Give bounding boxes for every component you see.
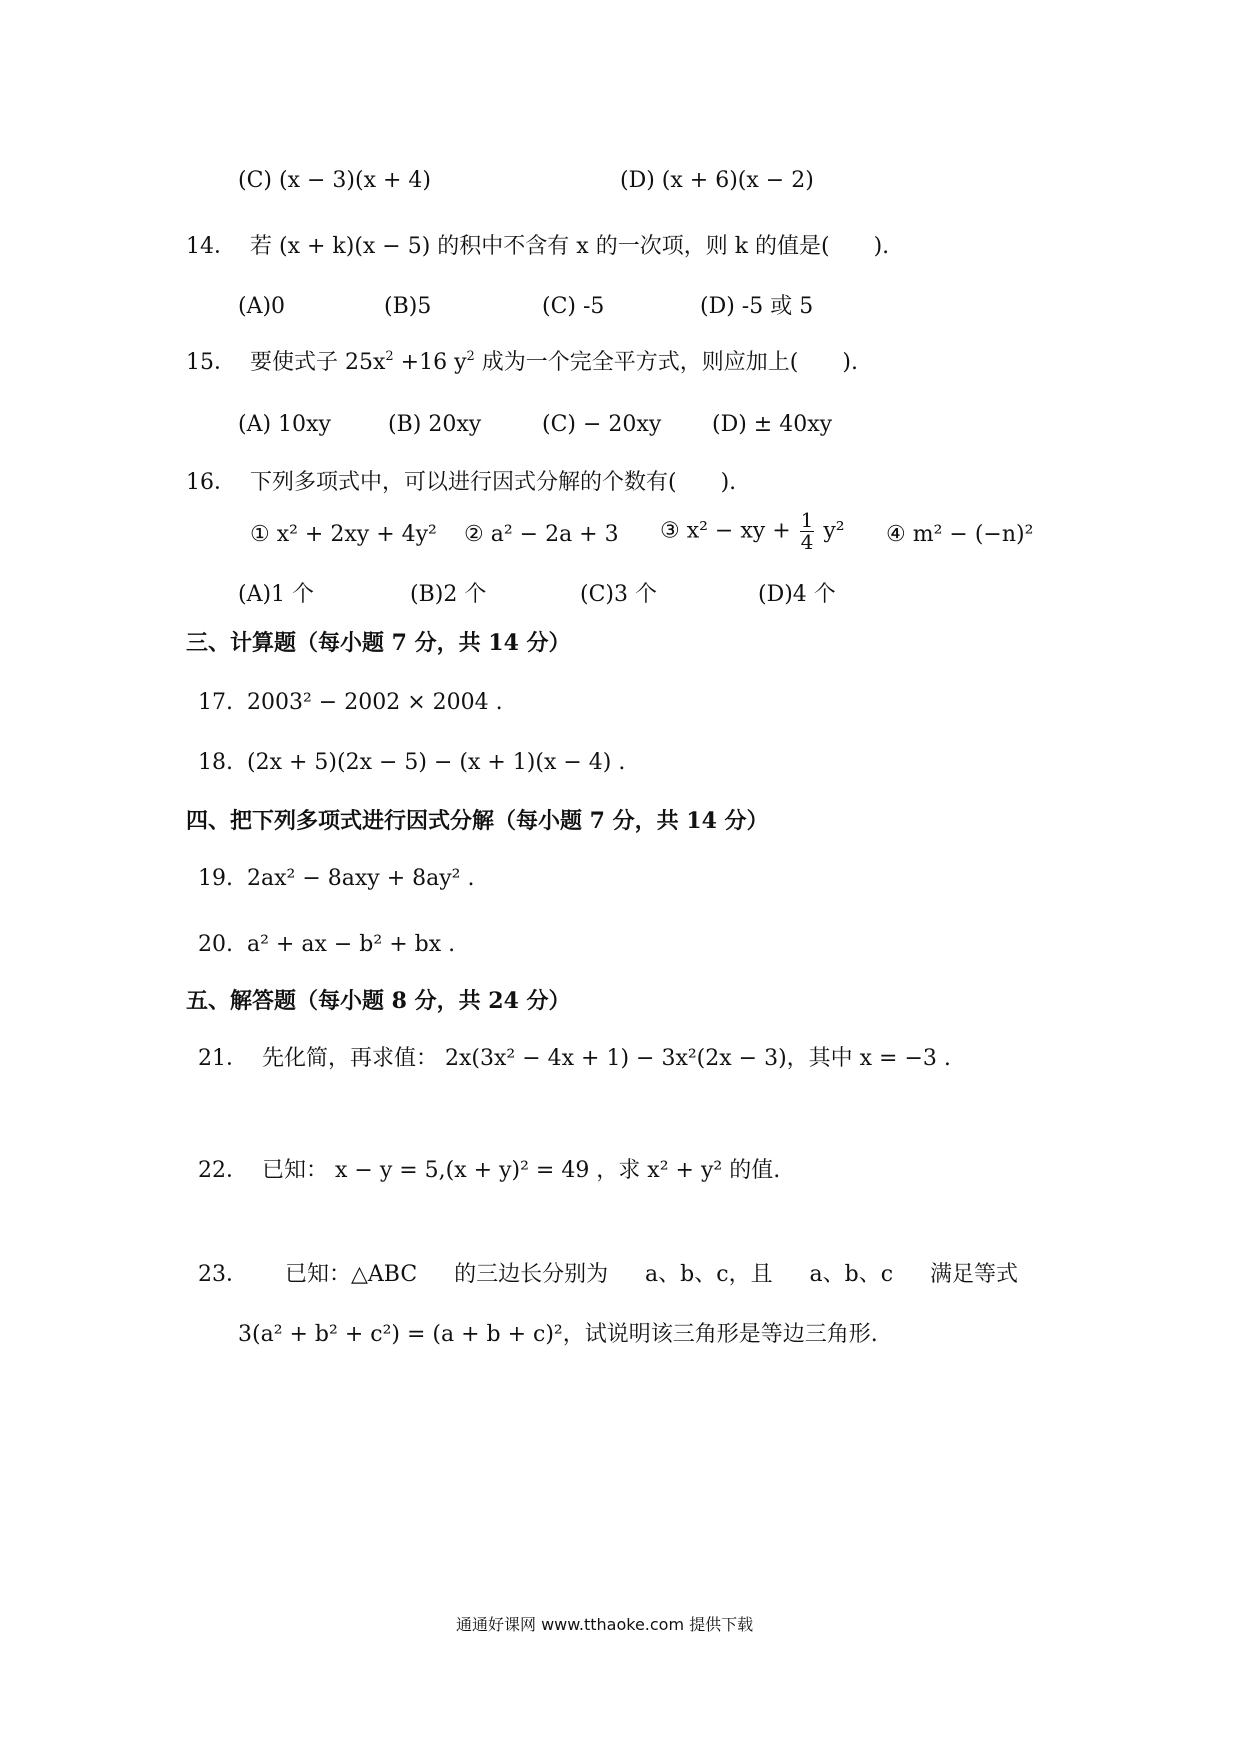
question-text: 若 (x + k)(x − 5) 的积中不含有 x 的一次项，则 k 的值是( ).: [250, 234, 890, 259]
question-20: [198, 934, 455, 956]
q15-option-c: (C) − 20xy: [542, 412, 662, 437]
section-3-heading: 三、计算题（每小题 7 分，共 14 分）: [186, 630, 571, 656]
question-text: 2003² − 2002 × 2004 .: [247, 690, 503, 715]
question-number: 21．: [198, 1046, 248, 1071]
question-18: [198, 752, 625, 774]
q16-option-c: (C)3 个: [580, 582, 657, 607]
q15-option-a: (A) 10xy: [238, 412, 331, 437]
question-number: 16．: [186, 470, 236, 495]
question-text-part: 要使式子 25x: [250, 350, 386, 375]
question-text-part: 成为一个完全平方式，则应加上( ).: [474, 350, 858, 375]
question-23-line-1: [198, 1264, 1018, 1286]
q16-option-a: (A)1 个: [238, 582, 315, 607]
question-text: 下列多项式中，可以进行因式分解的个数有( ).: [250, 470, 737, 495]
line-word: 已知：△ABC: [284, 1262, 418, 1287]
q16-expression-1: ① x² + 2xy + 4y²: [250, 522, 437, 547]
q14-option-b: (B)5: [384, 294, 432, 319]
question-14: [186, 236, 889, 258]
question-16: [186, 472, 736, 494]
expression-part: ③ x² − xy +: [660, 518, 791, 544]
question-number: 22．: [198, 1158, 248, 1183]
fraction-denominator: 4: [800, 530, 814, 554]
q14-option-a: (A)0: [238, 294, 286, 319]
question-number: 19.: [198, 866, 233, 891]
justified-line: [198, 1264, 1018, 1286]
question-text: 已知： x − y = 5,(x + y)² = 49 ，求 x² + y² 的值.: [262, 1158, 781, 1183]
question-21: [198, 1048, 951, 1070]
exponent: 2: [466, 349, 475, 364]
q16-option-b: (B)2 个: [410, 582, 487, 607]
q16-option-d: (D)4 个: [758, 582, 836, 607]
q13-option-d: (D) (x + 6)(x − 2): [620, 168, 814, 193]
question-19: [198, 868, 474, 890]
question-number: 20.: [198, 932, 233, 957]
question-text: a² + ax − b² + bx .: [247, 932, 456, 957]
section-5-heading: 五、解答题（每小题 8 分，共 24 分）: [186, 988, 571, 1014]
question-22: [198, 1160, 780, 1182]
question-number: 18.: [198, 750, 233, 775]
question-text: 先化简，再求值： 2x(3x² − 4x + 1) − 3x²(2x − 3)，其中 x = −3 .: [262, 1046, 951, 1071]
line-word: 满足等式: [929, 1262, 1018, 1287]
question-15: [186, 349, 858, 375]
q16-expression-4: ④ m² − (−n)²: [886, 522, 1034, 547]
line-word: 的三边长分别为: [454, 1262, 609, 1287]
question-number: 14．: [186, 234, 236, 259]
q13-option-c: (C) (x − 3)(x + 4): [238, 168, 431, 193]
q14-option-c: (C) -5: [542, 294, 605, 319]
q15-option-b: (B) 20xy: [388, 412, 482, 437]
expression-part: y²: [823, 518, 845, 544]
fraction-numerator: 1: [800, 508, 814, 532]
question-number: 15．: [186, 350, 236, 375]
question-text-part: +16 y: [393, 350, 467, 375]
question-number: 17.: [198, 690, 233, 715]
q14-option-d: (D) -5 或 5: [700, 294, 814, 319]
question-text: 2ax² − 8axy + 8ay² .: [247, 866, 475, 891]
section-4-heading: 四、把下列多项式进行因式分解（每小题 7 分，共 14 分）: [186, 808, 769, 834]
page-footer: 通通好课网 www.tthaoke.com 提供下载: [456, 1615, 754, 1634]
question-17: [198, 692, 503, 714]
fraction: [800, 510, 815, 553]
line-word: a、b、c: [809, 1262, 894, 1287]
q15-option-d: (D) ± 40xy: [712, 412, 833, 437]
question-23-line-2: 3(a² + b² + c²) = (a + b + c)²，试说明该三角形是等边三角形.: [238, 1322, 878, 1347]
line-word: a、b、c，且: [645, 1262, 773, 1287]
q16-expression-3: [660, 510, 845, 553]
question-text: (2x + 5)(2x − 5) − (x + 1)(x − 4) .: [247, 750, 626, 775]
question-number: 23．: [198, 1262, 248, 1287]
q16-expression-2: ② a² − 2a + 3: [464, 522, 619, 547]
exponent: 2: [385, 349, 394, 364]
